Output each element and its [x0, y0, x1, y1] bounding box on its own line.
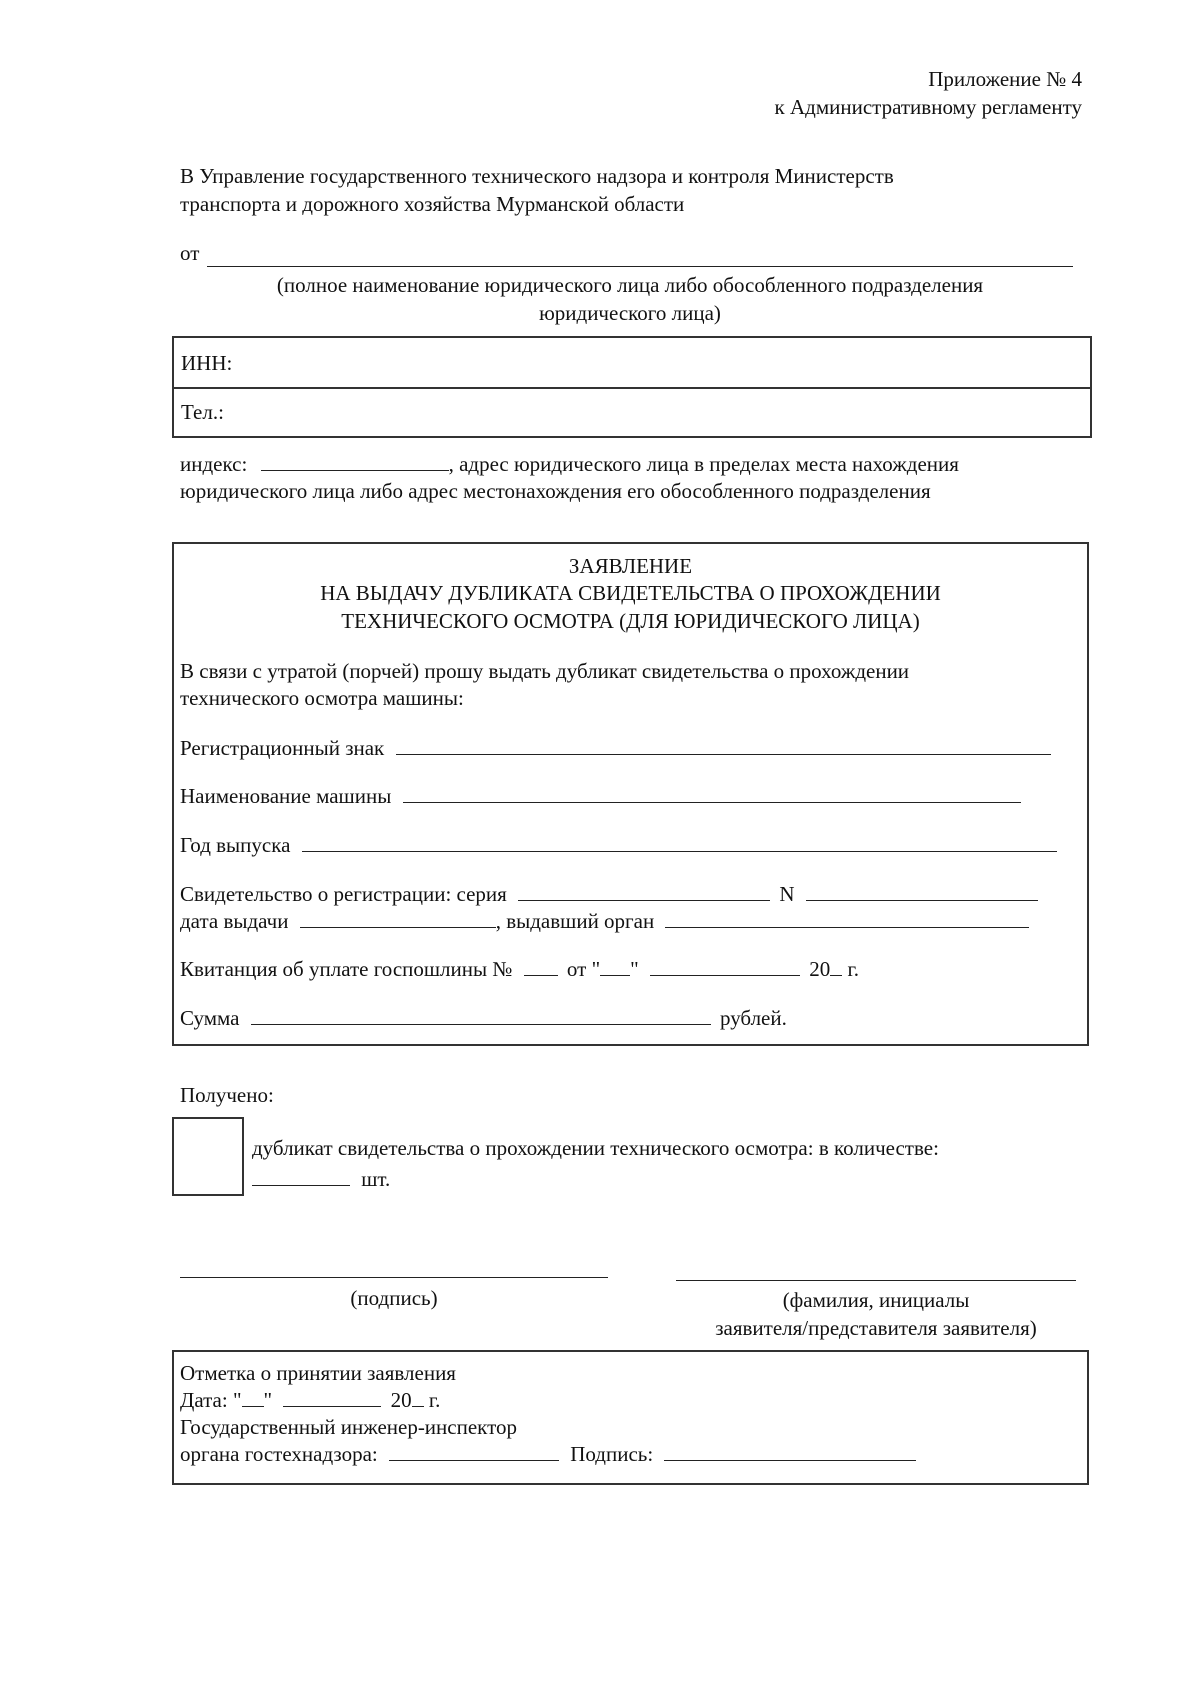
receipt-year-suffix: г. — [842, 957, 859, 981]
receipt-quote: " — [630, 957, 639, 981]
machine-name-row — [180, 782, 1021, 809]
addressee-line1: В Управление государственного технического надзора и контроля Министерств — [180, 164, 894, 188]
appendix-reference: к Административному регламенту — [774, 95, 1082, 120]
acceptance-day-field[interactable] — [242, 1386, 264, 1407]
inspector-title: Государственный инженер-инспектор — [180, 1414, 517, 1439]
receipt-number-field[interactable] — [524, 955, 558, 976]
issue-date-label: дата выдачи — [180, 909, 289, 933]
application-title — [172, 553, 1089, 634]
receipt-day-field[interactable] — [600, 955, 630, 976]
reg-cert-row — [180, 880, 1038, 907]
intro-line1: В связи с утратой (порчей) прошу выдать дубликат свидетельства о прохождении — [180, 659, 910, 683]
inspector-signature-field[interactable] — [664, 1440, 916, 1461]
received-quantity-row — [252, 1165, 939, 1192]
applicant-name-line[interactable] — [676, 1280, 1076, 1281]
from-label: от — [180, 241, 200, 265]
acceptance-title: Отметка о принятии заявления — [180, 1361, 456, 1385]
contact-table-divider — [174, 387, 1090, 389]
inspector-signature-label: Подпись: — [570, 1441, 654, 1466]
receipt-month-field[interactable] — [650, 955, 800, 976]
tel-label: Тел.: — [181, 400, 224, 424]
inn-label: ИНН: — [181, 351, 233, 375]
received-item-line1: дубликат свидетельства о прохождении технического осмотра: в количестве: — [252, 1136, 939, 1160]
sum-currency: рублей. — [719, 1006, 787, 1030]
contact-table — [172, 336, 1092, 438]
received-item — [252, 1135, 939, 1193]
receipt-row — [180, 955, 859, 982]
acceptance-month-field[interactable] — [283, 1386, 381, 1407]
appendix-header — [775, 66, 1082, 121]
receipt-year-field[interactable] — [830, 955, 842, 976]
receipt-label: Квитанция об уплате госпошлины № — [180, 957, 513, 981]
reg-cert-series-field[interactable] — [518, 880, 770, 901]
signature-hint: (подпись) — [350, 1286, 438, 1310]
applicant-name-hint — [676, 1287, 1076, 1342]
reg-cert-label: Свидетельство о регистрации: серия — [180, 882, 507, 906]
issue-date-field[interactable] — [300, 907, 496, 928]
acceptance-date-row — [180, 1386, 916, 1413]
application-title-line3: ТЕХНИЧЕСКОГО ОСМОТРА (ДЛЯ ЮРИДИЧЕСКОГО ЛИЦА) — [341, 608, 920, 633]
addressee — [180, 163, 894, 218]
acceptance-date-quote: " — [263, 1388, 273, 1413]
received-checkbox[interactable] — [172, 1117, 244, 1196]
year-field[interactable] — [302, 831, 1057, 852]
sum-label: Сумма — [180, 1006, 240, 1030]
from-hint-line2: юридического лица) — [539, 301, 721, 326]
from-field-line[interactable] — [207, 266, 1073, 267]
address-line1 — [180, 450, 959, 477]
acceptance-date-label: Дата: " — [180, 1388, 242, 1413]
reg-sign-label: Регистрационный знак — [180, 736, 385, 760]
machine-name-field[interactable] — [403, 782, 1021, 803]
receipt-from-label: от " — [566, 957, 601, 981]
reg-cert-number-field[interactable] — [806, 880, 1038, 901]
address-line2: юридического лица либо адрес местонахождения его обособленного подразделения — [180, 479, 931, 503]
issuer-label: , выдавший орган — [495, 909, 655, 933]
issuer-field[interactable] — [665, 907, 1029, 928]
appendix-number: Приложение № 4 — [928, 67, 1082, 91]
inspector-row — [180, 1440, 916, 1467]
applicant-name-hint-line2: заявителя/представителя заявителя) — [715, 1316, 1037, 1341]
acceptance-year-field[interactable] — [412, 1386, 424, 1407]
received-quantity-field[interactable] — [252, 1165, 350, 1186]
issue-row — [180, 907, 1029, 934]
sum-row — [180, 1004, 787, 1031]
acceptance-content — [180, 1360, 916, 1467]
receipt-year: 20 — [809, 957, 831, 981]
application-intro — [180, 658, 909, 712]
machine-name-label: Наименование машины — [180, 784, 392, 808]
acceptance-year: 20 — [390, 1388, 412, 1413]
addressee-line2: транспорта и дорожного хозяйства Мурманской области — [180, 192, 685, 217]
reg-sign-field[interactable] — [396, 734, 1051, 755]
acceptance-year-suffix: г. — [423, 1388, 441, 1413]
index-field[interactable] — [261, 450, 449, 471]
applicant-name-hint-line1: (фамилия, инициалы — [782, 1288, 970, 1312]
address-line1-rest: , адрес юридического лица в пределах места нахождения — [448, 452, 959, 476]
application-title-line2: НА ВЫДАЧУ ДУБЛИКАТА СВИДЕТЕЛЬСТВА О ПРОХОЖДЕНИИ — [320, 581, 941, 606]
signature-line[interactable] — [180, 1277, 608, 1278]
year-label: Год выпуска — [180, 833, 291, 857]
reg-cert-number-label: N — [779, 882, 795, 906]
from-hint-line1: (полное наименование юридического лица либо обособленного подразделения — [276, 273, 984, 297]
received-label: Получено: — [180, 1083, 274, 1107]
reg-sign-row — [180, 734, 1051, 761]
received-unit: шт. — [361, 1167, 391, 1192]
application-title-line1: ЗАЯВЛЕНИЕ — [568, 554, 693, 578]
inspector-org-label: органа гостехнадзора: — [180, 1441, 378, 1466]
sum-field[interactable] — [251, 1004, 711, 1025]
inspector-name-field[interactable] — [389, 1440, 559, 1461]
index-label: индекс: — [180, 452, 248, 476]
intro-line2: технического осмотра машины: — [180, 686, 464, 711]
year-row — [180, 831, 1057, 858]
from-hint — [180, 272, 1080, 327]
